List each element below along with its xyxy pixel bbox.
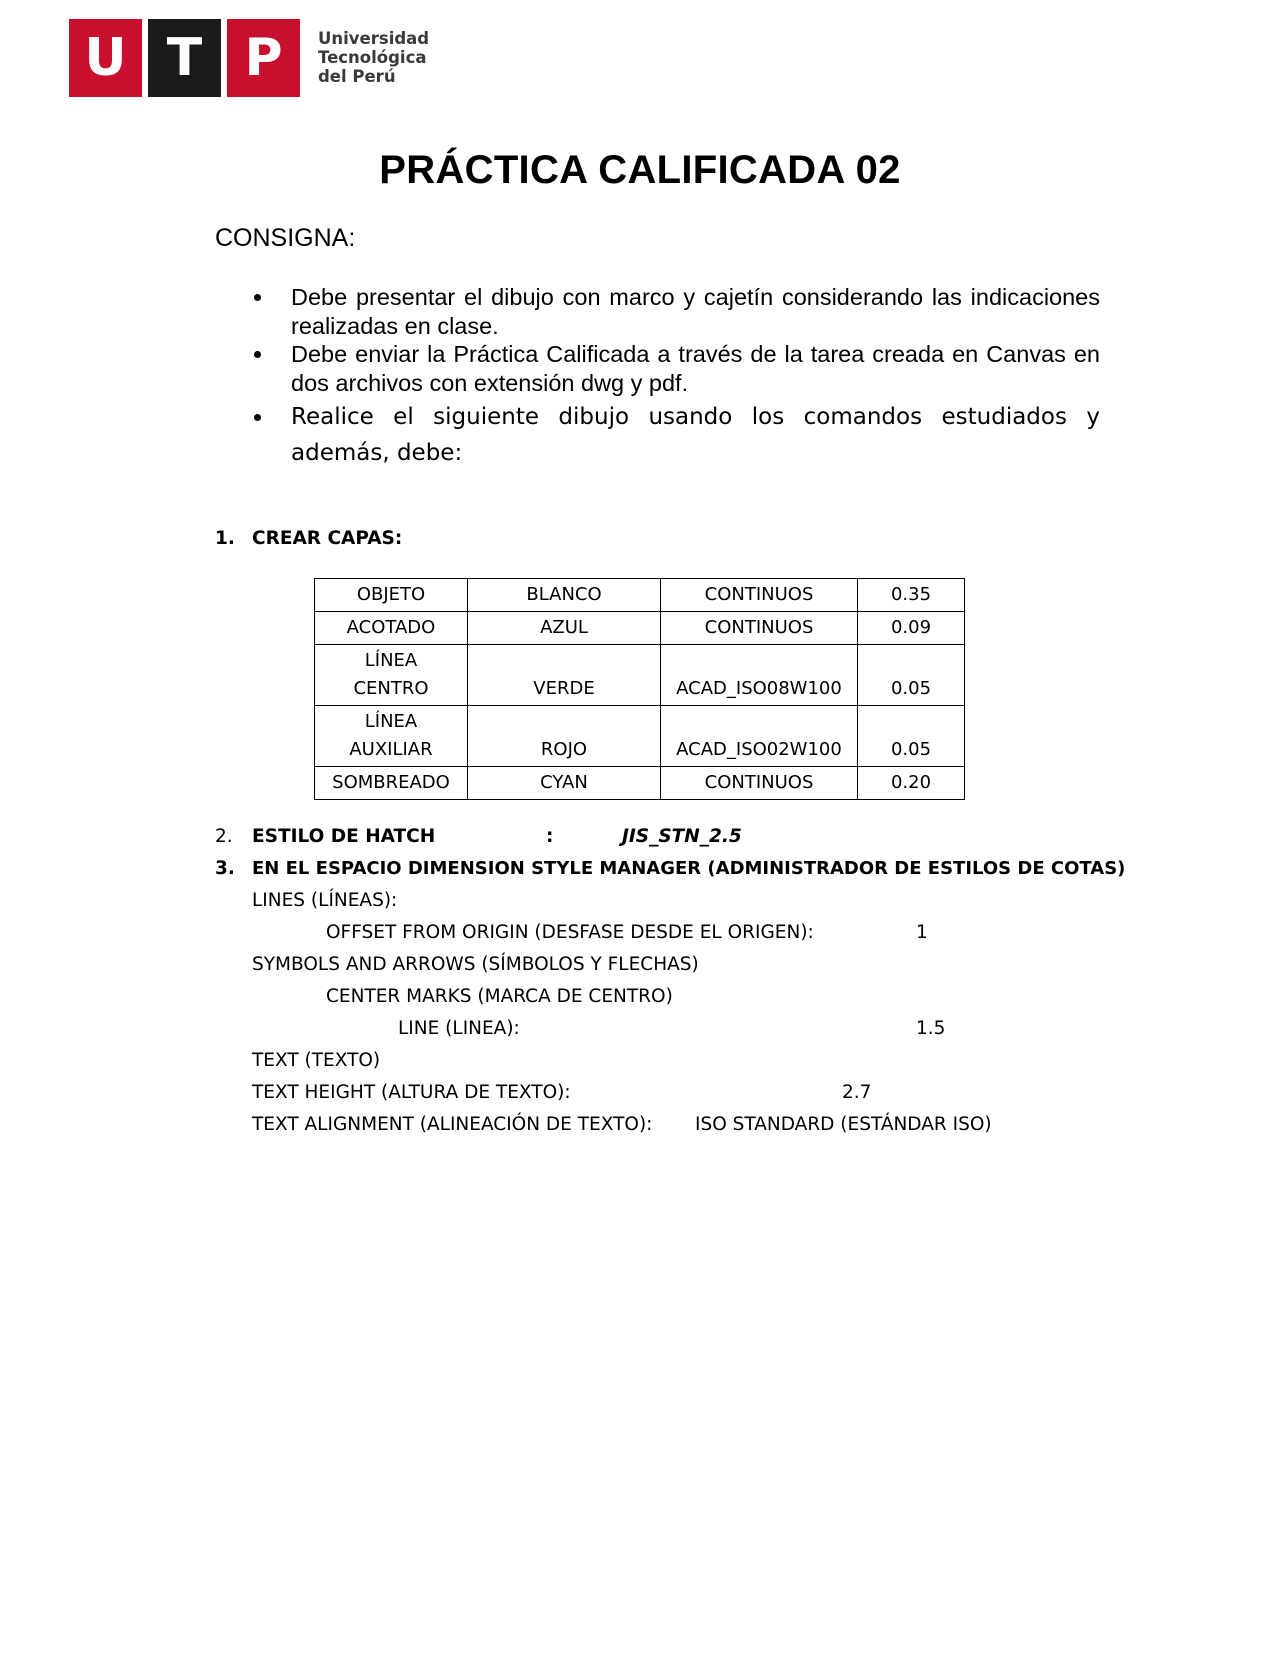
section-number: 3. xyxy=(215,858,235,879)
logo-letter-u: U xyxy=(69,19,142,97)
layer-name-line: LÍNEA xyxy=(364,711,418,732)
layer-linetype: ACAD_ISO08W100 xyxy=(661,645,858,706)
offset-value: 1 xyxy=(916,922,928,943)
layer-color: ROJO xyxy=(468,706,661,767)
layer-color: VERDE xyxy=(468,645,661,706)
table-row xyxy=(315,612,965,645)
section-heading: ESTILO DE HATCH xyxy=(252,826,436,847)
layer-name xyxy=(315,645,468,706)
layer-linetype: CONTINUOS xyxy=(661,767,858,800)
layer-linetype: CONTINUOS xyxy=(661,579,858,612)
list-item: Debe presentar el dibujo con marco y cajetín considerando las indicaciones realizadas en clase. xyxy=(248,283,1100,340)
text-height-label: TEXT HEIGHT (ALTURA DE TEXTO): xyxy=(252,1082,571,1103)
layer-linetype: ACAD_ISO02W100 xyxy=(661,706,858,767)
list-item: Debe enviar la Práctica Calificada a través de la tarea creada en Canvas en dos archivos con extensión dwg y pdf. xyxy=(248,340,1100,397)
logo-name-line: Tecnológica xyxy=(318,48,427,67)
section-number: 1. xyxy=(215,528,235,549)
logo-letter-p: P xyxy=(227,19,300,97)
table-row xyxy=(315,579,965,612)
logo-letter-t: T xyxy=(148,19,221,97)
layer-name-line: LÍNEA xyxy=(364,650,418,671)
line-label: LINE (LINEA): xyxy=(398,1018,520,1039)
table-row xyxy=(315,706,965,767)
instructions-list xyxy=(248,283,1100,471)
layer-weight: 0.20 xyxy=(858,767,965,800)
layer-name: ACOTADO xyxy=(315,612,468,645)
layer-color: BLANCO xyxy=(468,579,661,612)
layer-name: SOMBREADO xyxy=(315,767,468,800)
layer-name-line: AUXILIAR xyxy=(349,739,433,760)
layer-name: OBJETO xyxy=(315,579,468,612)
logo-university-name xyxy=(318,29,429,86)
offset-label: OFFSET FROM ORIGIN (DESFASE DESDE EL ORIGEN): xyxy=(326,922,814,943)
center-marks-label: CENTER MARKS (MARCA DE CENTRO) xyxy=(326,986,673,1007)
section-colon: : xyxy=(546,826,554,847)
layer-linetype: CONTINUOS xyxy=(661,612,858,645)
lines-label: LINES (LÍNEAS): xyxy=(252,890,398,911)
layer-name-line: CENTRO xyxy=(353,678,429,699)
list-item: Realice el siguiente dibujo usando los comandos estudiados y además, debe: xyxy=(248,399,1100,471)
text-height-value: 2.7 xyxy=(842,1082,872,1103)
layer-weight: 0.09 xyxy=(858,612,965,645)
layer-color: AZUL xyxy=(468,612,661,645)
utp-logo xyxy=(69,19,429,97)
logo-name-line: del Perú xyxy=(318,67,396,86)
consigna-label: CONSIGNA: xyxy=(215,224,356,252)
layer-weight: 0.35 xyxy=(858,579,965,612)
text-alignment-label: TEXT ALIGNMENT (ALINEACIÓN DE TEXTO): xyxy=(252,1114,653,1135)
layers-table xyxy=(314,578,965,800)
layer-name xyxy=(315,706,468,767)
logo-name-line: Universidad xyxy=(318,29,430,48)
page-title: PRÁCTICA CALIFICADA 02 xyxy=(379,148,901,192)
table-row xyxy=(315,645,965,706)
symbols-label: SYMBOLS AND ARROWS (SÍMBOLOS Y FLECHAS) xyxy=(252,954,699,975)
layer-color: CYAN xyxy=(468,767,661,800)
section-heading: CREAR CAPAS: xyxy=(252,528,403,549)
hatch-style-value: JIS_STN_2.5 xyxy=(622,826,742,847)
text-label: TEXT (TEXTO) xyxy=(252,1050,381,1071)
table-row xyxy=(315,767,965,800)
section-number: 2. xyxy=(215,826,233,847)
layer-weight: 0.05 xyxy=(858,645,965,706)
section-heading: EN EL ESPACIO DIMENSION STYLE MANAGER (ADMINISTRADOR DE ESTILOS DE COTAS) xyxy=(252,858,1126,879)
layer-weight: 0.05 xyxy=(858,706,965,767)
line-value: 1.5 xyxy=(916,1018,946,1039)
text-alignment-value: ISO STANDARD (ESTÁNDAR ISO) xyxy=(695,1114,992,1135)
